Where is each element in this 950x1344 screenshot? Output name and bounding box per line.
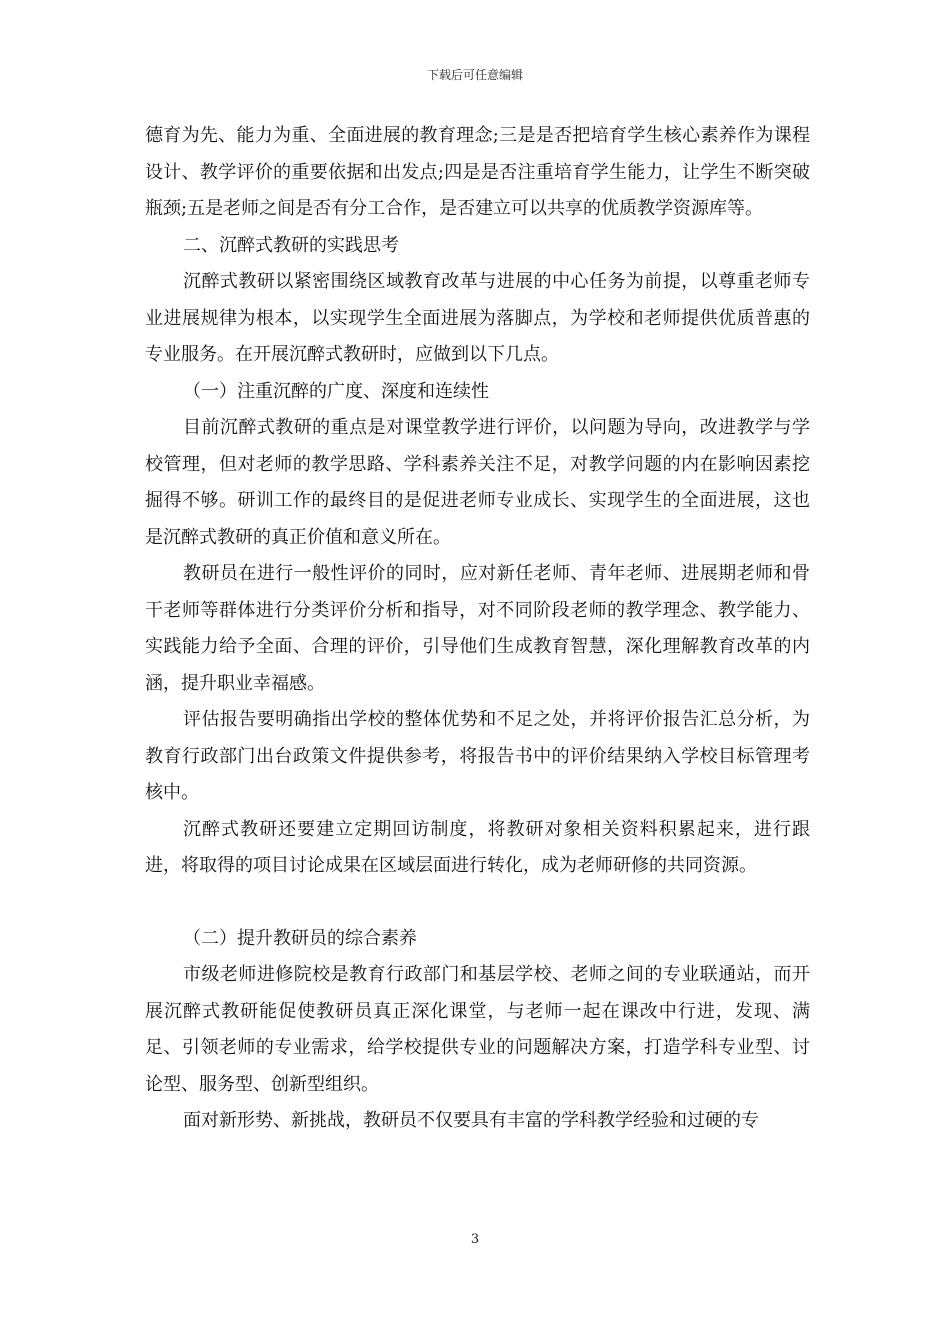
document-body: [145, 118, 810, 1140]
paragraph-5: 评估报告要明确指出学校的整体优势和不足之处，并将评价报告汇总分析，为教育行政部门出台政策文件提供参考，将报告书中的评价结果纳入学校目标管理考核中。: [145, 709, 810, 803]
paragraph-3: 目前沉醉式教研的重点是对课堂教学进行评价，以问题为导向，改进教学与学校管理，但对老师的教学思路、学科素养关注不足，对教学问题的内在影响因素挖掘得不够。研训工作的最终目的是促进老师专业成长、实现学生的全面进展，这也是沉醉式教研的真正价值和意义所在。: [145, 417, 810, 548]
paragraph-8: 面对新形势、新挑战，教研员不仅要具有丰富的学科教学经验和过硬的专: [183, 1110, 759, 1131]
subsection-heading-1: （一）注重沉醉的广度、深度和连续性: [183, 380, 489, 402]
paragraph-7: 市级老师进修院校是教育行政部门和基层学校、老师之间的专业联通站，而开展沉醉式教研能促使教研员真正深化课堂，与老师一起在课改中行进，发现、满足、引领老师的专业需求，给学校提供专业的问题解决方案，打造学科专业型、讨论型、服务型、创新型组织。: [145, 964, 810, 1095]
paragraph-6: 沉醉式教研还要建立定期回访制度，将教研对象相关资料积累起来，进行跟进，将取得的项目讨论成果在区域层面进行转化，成为老师研修的共同资源。: [145, 818, 810, 876]
page-number: 3: [470, 1232, 480, 1247]
paragraph-4: 教研员在进行一般性评价的同时，应对新任老师、青年老师、进展期老师和骨干老师等群体进行分类评价分析和指导，对不同阶段老师的教学理念、教学能力、实践能力给予全面、合理的评价，引导他们生成教育智慧，深化理解教育改革的内涵，提升职业幸福感。: [145, 563, 810, 694]
subsection-heading-2: （二）提升教研员的综合素养: [183, 927, 417, 949]
section-heading-2: 二、沉醉式教研的实践思考: [183, 234, 399, 256]
paragraph-1: 德育为先、能力为重、全面进展的教育理念;三是是否把培育学生核心素养作为课程设计、教学评价的重要依据和出发点;四是是否注重培育学生能力，让学生不断突破瓶颈;五是老师之间是否有分工合作，是否建立可以共享的优质教学资源库等。: [145, 125, 810, 219]
blank-line: [145, 885, 810, 921]
page-header: 下载后可任意编辑: [426, 68, 523, 82]
paragraph-2: 沉醉式教研以紧密围绕区域教育改革与进展的中心任务为前提，以尊重老师专业进展规律为根本，以实现学生全面进展为落脚点，为学校和老师提供优质普惠的专业服务。在开展沉醉式教研时，应做到以下几点。: [145, 271, 810, 365]
